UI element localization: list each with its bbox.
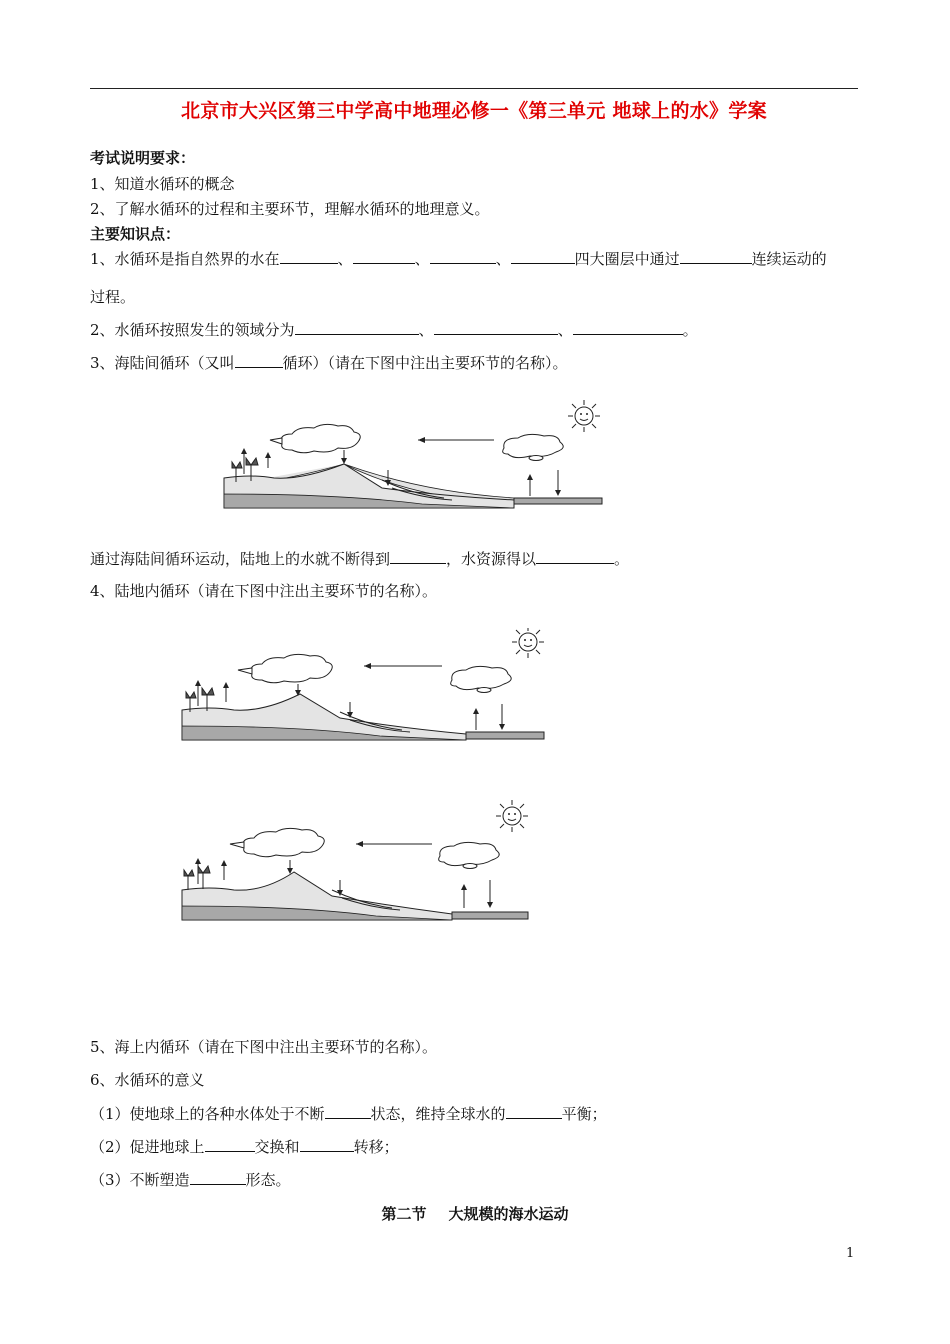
cloud-icon [439,842,500,865]
cloud-icon [503,434,564,457]
water-cycle-diagram-sea [180,800,532,924]
sun-icon [512,628,544,658]
cloud-icon [451,666,512,689]
sun-icon [568,400,600,432]
arrow-icon [418,437,494,443]
question-5: 5、海上内循环（请在下图中注出主要环节的名称）。 [90,1038,438,1056]
question-1: 1、水循环是指自然界的水在 、 、 、 四大圈层中通过 连续运动的 [90,250,827,268]
blank[interactable] [205,1136,255,1152]
blank[interactable] [506,1103,562,1119]
section-name: 大规模的海水运动 [448,1205,569,1223]
blank[interactable] [390,548,446,564]
top-rule [90,88,858,89]
question-6-item-2: （2）促进地球上 交换和 转移； [90,1138,399,1156]
blank[interactable] [434,319,558,335]
question-1-cont: 过程。 [90,288,136,306]
question-6-item-1: （1）使地球上的各种水体处于不断 状态，维持全球水的 平衡； [90,1105,607,1123]
sun-icon [496,800,528,832]
cloud-icon [251,654,332,682]
arrow-icon [356,841,432,847]
blank[interactable] [325,1103,371,1119]
exam-item-2: 2、了解水循环的过程和主要环节，理解水循环的地理意义。 [90,200,490,218]
cloud-icon [281,424,360,452]
question-2: 2、水循环按照发生的领域分为 、 、 。 [90,321,698,339]
water-cycle-diagram-sea-land [222,400,604,510]
exam-item-1: 1、知道水循环的概念 [90,175,235,193]
blank[interactable] [573,319,683,335]
blank[interactable] [536,548,614,564]
water-cycle-diagram-land [180,628,548,744]
question-4: 4、陆地内循环（请在下图中注出主要环节的名称）。 [90,582,438,600]
page-title: 北京市大兴区第三中学高中地理必修一《第三单元 地球上的水》学案 [181,100,767,122]
cloud-icon [243,828,324,856]
blank[interactable] [280,248,338,264]
question-3: 3、海陆间循环（又叫 循环）（请在下图中注出主要环节的名称）。 [90,354,568,372]
blank[interactable] [235,352,283,368]
question-6-item-3: （3）不断塑造 形态。 [90,1171,291,1189]
page-number: 1 [846,1246,855,1261]
section-number: 第二节 [381,1205,427,1223]
blank[interactable] [430,248,496,264]
tree-icon [184,866,210,890]
blank[interactable] [300,1136,354,1152]
blank[interactable] [511,248,575,264]
section-heading [0,1203,950,1224]
arrow-icon [364,663,442,669]
question-6-heading: 6、水循环的意义 [90,1071,205,1089]
blank[interactable] [190,1169,246,1185]
exam-heading: 考试说明要求： [90,149,196,167]
knowledge-heading: 主要知识点： [90,225,181,243]
question-3-result: 通过海陆间循环运动，陆地上的水就不断得到 ，水资源得以 。 [90,550,630,568]
blank[interactable] [353,248,415,264]
blank[interactable] [295,319,419,335]
blank[interactable] [680,248,752,264]
